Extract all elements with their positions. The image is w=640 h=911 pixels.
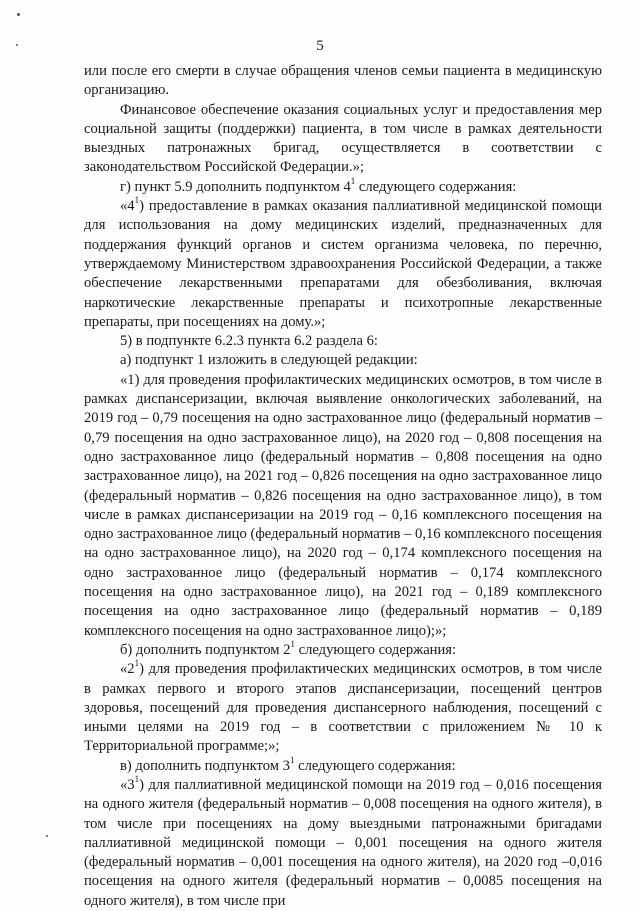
superscript-one: 1 — [290, 639, 295, 650]
paragraph-p10: «$3^1$) для паллиативной медицинской помощи на 2019 год – 0,016 посещения на одного жителя (федеральный норматив – 0,008 посещения на одного жителя), в том числе при посещениях на дому выездными патронажными бригадами паллиативной медицинской помощи – 0,001 посещения на одного жителя (федеральный норматив – 0,001 посещения на одного жителя), на 2020 год –0,016 посещения на одного жителя (федеральный норматив – 0,0085 посещения на одного жителя), в том числе при — [84, 774, 602, 909]
paragraph-p7: б) дополнить подпунктом $2^1$ следующего содержания: — [120, 639, 457, 658]
page-number: 5 — [316, 38, 324, 54]
superscript-one: 1 — [350, 175, 356, 186]
superscript-one: 1 — [134, 195, 140, 206]
document-body — [84, 62, 602, 911]
superscript-one: 1 — [289, 754, 295, 765]
paragraph-p1: Финансовое обеспечение оказания социальных услуг и предоставления мер социальной защиты (поддержки) пациента, в том числе в рамках деятельности выездных патронажных бригад, осуществляется в соответствии с законодательством Российской Федерации.»; — [84, 101, 602, 176]
superscript-one: 1 — [134, 658, 140, 669]
paragraph-p5: а) подпункт 1 изложить в следующей редакции: — [120, 352, 418, 369]
scan-speck — [17, 13, 20, 16]
paragraph-p4: 5) в подпункте 6.2.3 пункта 6.2 раздела 6: — [120, 333, 378, 350]
scan-speck — [46, 835, 48, 837]
paragraph-p3: «$4^1$) предоставление в рамках оказания паллиативной медицинской помощи для использования на дому медицинских изделий, предназначенных для поддержания функций органов и систем организма человека, по перечню, утверждаемому Министерством здравоохранения Российской Федерации, а также обеспечение лекарственными препаратами для обезболивания, включая наркотические лекарственные препараты и психотропные лекарственные препараты, при посещениях на дому.»; — [84, 195, 602, 330]
paragraph-p6: «1) для проведения профилактических медицинских осмотров, в том числе в рамках диспансеризации, включая выявление онкологических заболеваний, на 2019 год – 0,79 посещения на одно застрахованное лицо (федеральный норматив – 0,79 посещения на одно застрахованное лицо), на 2020 год – 0,808 посещения на одно застрахованное лицо (федеральный норматив – 0,808 посещения на одно застрахованное лицо), на 2021 год – 0,826 посещения на одно застрахованное лицо (федеральный норматив – 0,826 посещения на одно застрахованное лицо), в том числе в рамках диспансеризации на 2019 год – 0,16 комплексного посещения на одно застрахованное лицо (федеральный норматив – 0,16 комплексного посещения на одно застрахованное лицо), на 2020 год – 0,174 комплексного посещения на одно застрахованное лицо (федеральный норматив – 0,174 комплексного посещения на одно застрахованное лицо), на 2021 год – 0,189 комплексного посещения на одно застрахованное лицо (федеральный норматив – 0,189 комплексного посещения на одно застрахованное лицо);»; — [84, 371, 602, 639]
paragraph-p2: г) пункт 5.9 дополнить подпунктом $4^1$ следующего содержания: — [120, 175, 517, 195]
paragraph-p8: «$2^1$) для проведения профилактических медицинских осмотров, в том числе в рамках первого и второго этапов диспансеризации, посещений центров здоровья, посещений для проведения диспансерного наблюдения, посещений с иными целями на 2019 год – в соответствии с приложением № 10 к Территориальной программе;»; — [84, 658, 602, 755]
paragraph-p9: в) дополнить подпунктом $3^1$ следующего содержания: — [120, 754, 456, 774]
superscript-one: 1 — [134, 774, 140, 785]
paragraph-p0: или после его смерти в случае обращения членов семьи пациента в медицинскую организацию. — [84, 63, 602, 99]
